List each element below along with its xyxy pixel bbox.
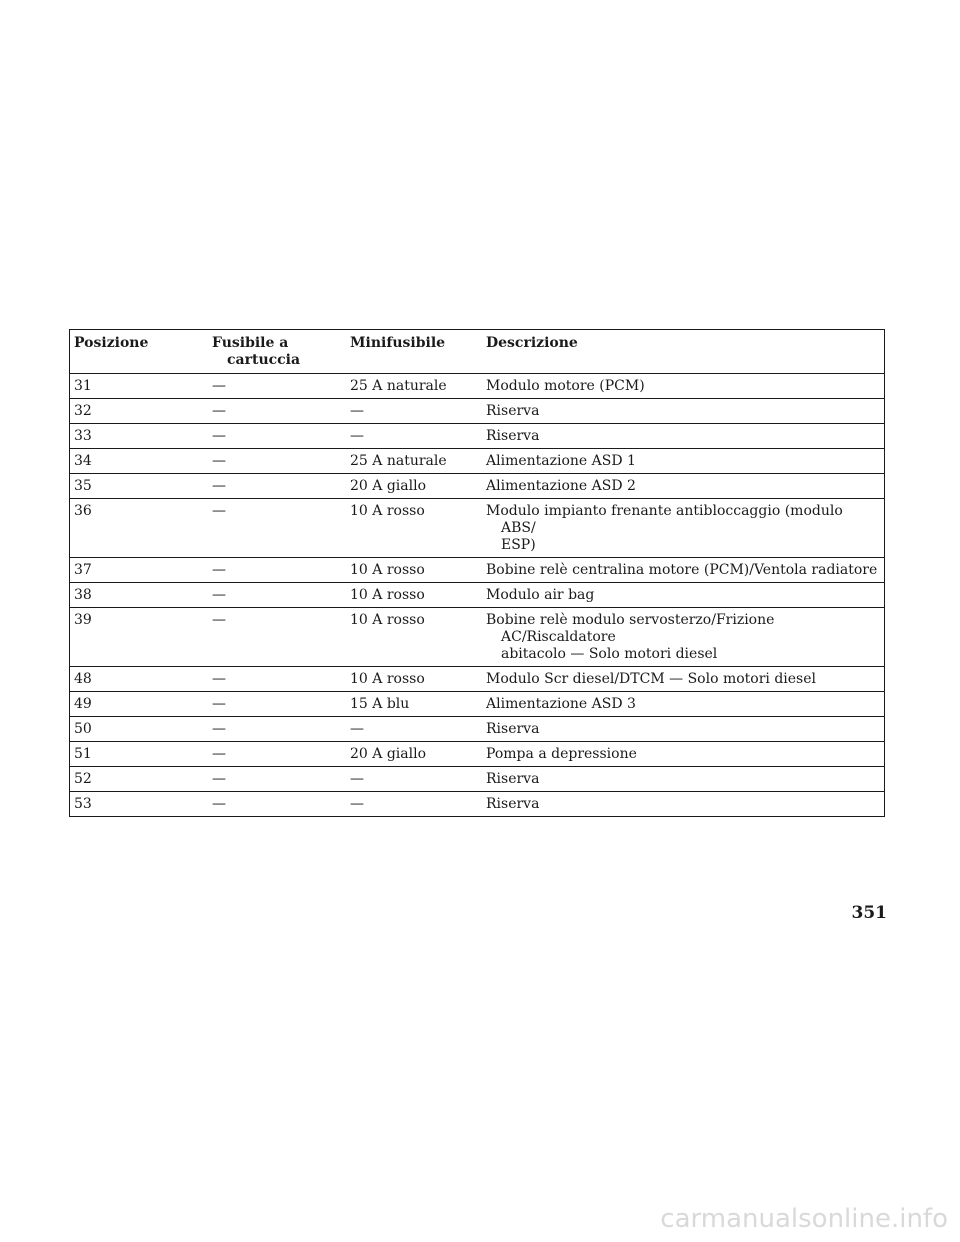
cell-mini-fuse: — xyxy=(346,717,482,742)
cell-description-text: Modulo air bag xyxy=(486,587,595,603)
cell-cartridge-fuse: — xyxy=(208,449,346,474)
cell-description xyxy=(482,558,885,583)
cell-description xyxy=(482,608,885,667)
cell-description xyxy=(482,374,885,399)
cell-position: 35 xyxy=(70,474,209,499)
cell-cartridge-fuse: — xyxy=(208,474,346,499)
cell-description xyxy=(482,499,885,558)
cell-mini-fuse: 10 A rosso xyxy=(346,583,482,608)
cell-mini-fuse: 25 A naturale xyxy=(346,374,482,399)
cell-mini-fuse: 10 A rosso xyxy=(346,499,482,558)
cell-description xyxy=(482,399,885,424)
cell-cartridge-fuse: — xyxy=(208,583,346,608)
cell-position: 48 xyxy=(70,667,209,692)
cell-position: 36 xyxy=(70,499,209,558)
cell-description-text: Alimentazione ASD 1 xyxy=(486,453,636,469)
cell-mini-fuse: 20 A giallo xyxy=(346,742,482,767)
page-number: 351 xyxy=(851,903,887,923)
cell-description-text: Riserva xyxy=(486,403,540,419)
table-row xyxy=(70,742,885,767)
cell-description xyxy=(482,449,885,474)
cell-description xyxy=(482,717,885,742)
table-row xyxy=(70,399,885,424)
table-row xyxy=(70,558,885,583)
table-row xyxy=(70,499,885,558)
cell-position: 38 xyxy=(70,583,209,608)
cell-position: 49 xyxy=(70,692,209,717)
table-row xyxy=(70,449,885,474)
cell-position: 32 xyxy=(70,399,209,424)
cell-position: 52 xyxy=(70,767,209,792)
cell-cartridge-fuse: — xyxy=(208,499,346,558)
cell-position: 33 xyxy=(70,424,209,449)
cell-description-text: Alimentazione ASD 2 xyxy=(486,478,636,494)
cell-mini-fuse: 10 A rosso xyxy=(346,667,482,692)
cell-mini-fuse: 15 A blu xyxy=(346,692,482,717)
cell-position: 37 xyxy=(70,558,209,583)
cell-cartridge-fuse: — xyxy=(208,424,346,449)
cell-description-text: Modulo impianto frenante antibloccaggio (modulo ABS/ ESP) xyxy=(486,503,843,553)
cell-description xyxy=(482,424,885,449)
table-row xyxy=(70,583,885,608)
cell-description-text: Bobine relè centralina motore (PCM)/Ventola radiatore xyxy=(486,562,878,578)
fuse-table xyxy=(69,329,885,817)
cell-description-text: Riserva xyxy=(486,428,540,444)
cell-description xyxy=(482,742,885,767)
cell-description-text: Bobine relè modulo servosterzo/Frizione AC/Riscaldatore abitacolo — Solo motori diesel xyxy=(486,612,775,662)
header-cartridge-fuse-label: Fusibile a cartuccia xyxy=(212,335,301,368)
cell-description xyxy=(482,767,885,792)
cell-description-text: Riserva xyxy=(486,796,540,812)
cell-cartridge-fuse: — xyxy=(208,558,346,583)
header-description: Descrizione xyxy=(482,330,885,374)
cell-cartridge-fuse: — xyxy=(208,717,346,742)
cell-cartridge-fuse: — xyxy=(208,374,346,399)
table-header-row xyxy=(70,330,885,374)
cell-description xyxy=(482,692,885,717)
cell-position: 34 xyxy=(70,449,209,474)
header-position: Posizione xyxy=(70,330,209,374)
watermark-text: carmanualsonline.info xyxy=(660,1204,948,1234)
cell-mini-fuse: — xyxy=(346,424,482,449)
cell-mini-fuse: — xyxy=(346,767,482,792)
cell-description xyxy=(482,792,885,817)
cell-description xyxy=(482,667,885,692)
header-cartridge-fuse xyxy=(208,330,346,374)
cell-mini-fuse: 25 A naturale xyxy=(346,449,482,474)
table-row xyxy=(70,608,885,667)
table-body xyxy=(70,374,885,817)
table-row xyxy=(70,374,885,399)
cell-position: 50 xyxy=(70,717,209,742)
cell-mini-fuse: 10 A rosso xyxy=(346,558,482,583)
cell-description-text: Riserva xyxy=(486,771,540,787)
table-row xyxy=(70,424,885,449)
cell-description-text: Modulo motore (PCM) xyxy=(486,378,645,394)
table-row xyxy=(70,692,885,717)
cell-mini-fuse: 10 A rosso xyxy=(346,608,482,667)
cell-cartridge-fuse: — xyxy=(208,692,346,717)
cell-cartridge-fuse: — xyxy=(208,767,346,792)
cell-mini-fuse: — xyxy=(346,399,482,424)
cell-description xyxy=(482,474,885,499)
table-row xyxy=(70,667,885,692)
cell-position: 51 xyxy=(70,742,209,767)
header-mini-fuse: Minifusibile xyxy=(346,330,482,374)
cell-position: 31 xyxy=(70,374,209,399)
cell-position: 53 xyxy=(70,792,209,817)
cell-description xyxy=(482,583,885,608)
cell-position: 39 xyxy=(70,608,209,667)
table-row xyxy=(70,474,885,499)
cell-description-text: Alimentazione ASD 3 xyxy=(486,696,636,712)
cell-cartridge-fuse: — xyxy=(208,399,346,424)
cell-cartridge-fuse: — xyxy=(208,792,346,817)
table-row xyxy=(70,767,885,792)
table-row xyxy=(70,717,885,742)
cell-description-text: Modulo Scr diesel/DTCM — Solo motori diesel xyxy=(486,671,816,687)
cell-mini-fuse: — xyxy=(346,792,482,817)
table-row xyxy=(70,792,885,817)
cell-description-text: Riserva xyxy=(486,721,540,737)
cell-cartridge-fuse: — xyxy=(208,608,346,667)
cell-cartridge-fuse: — xyxy=(208,667,346,692)
cell-mini-fuse: 20 A giallo xyxy=(346,474,482,499)
cell-cartridge-fuse: — xyxy=(208,742,346,767)
cell-description-text: Pompa a depressione xyxy=(486,746,637,762)
